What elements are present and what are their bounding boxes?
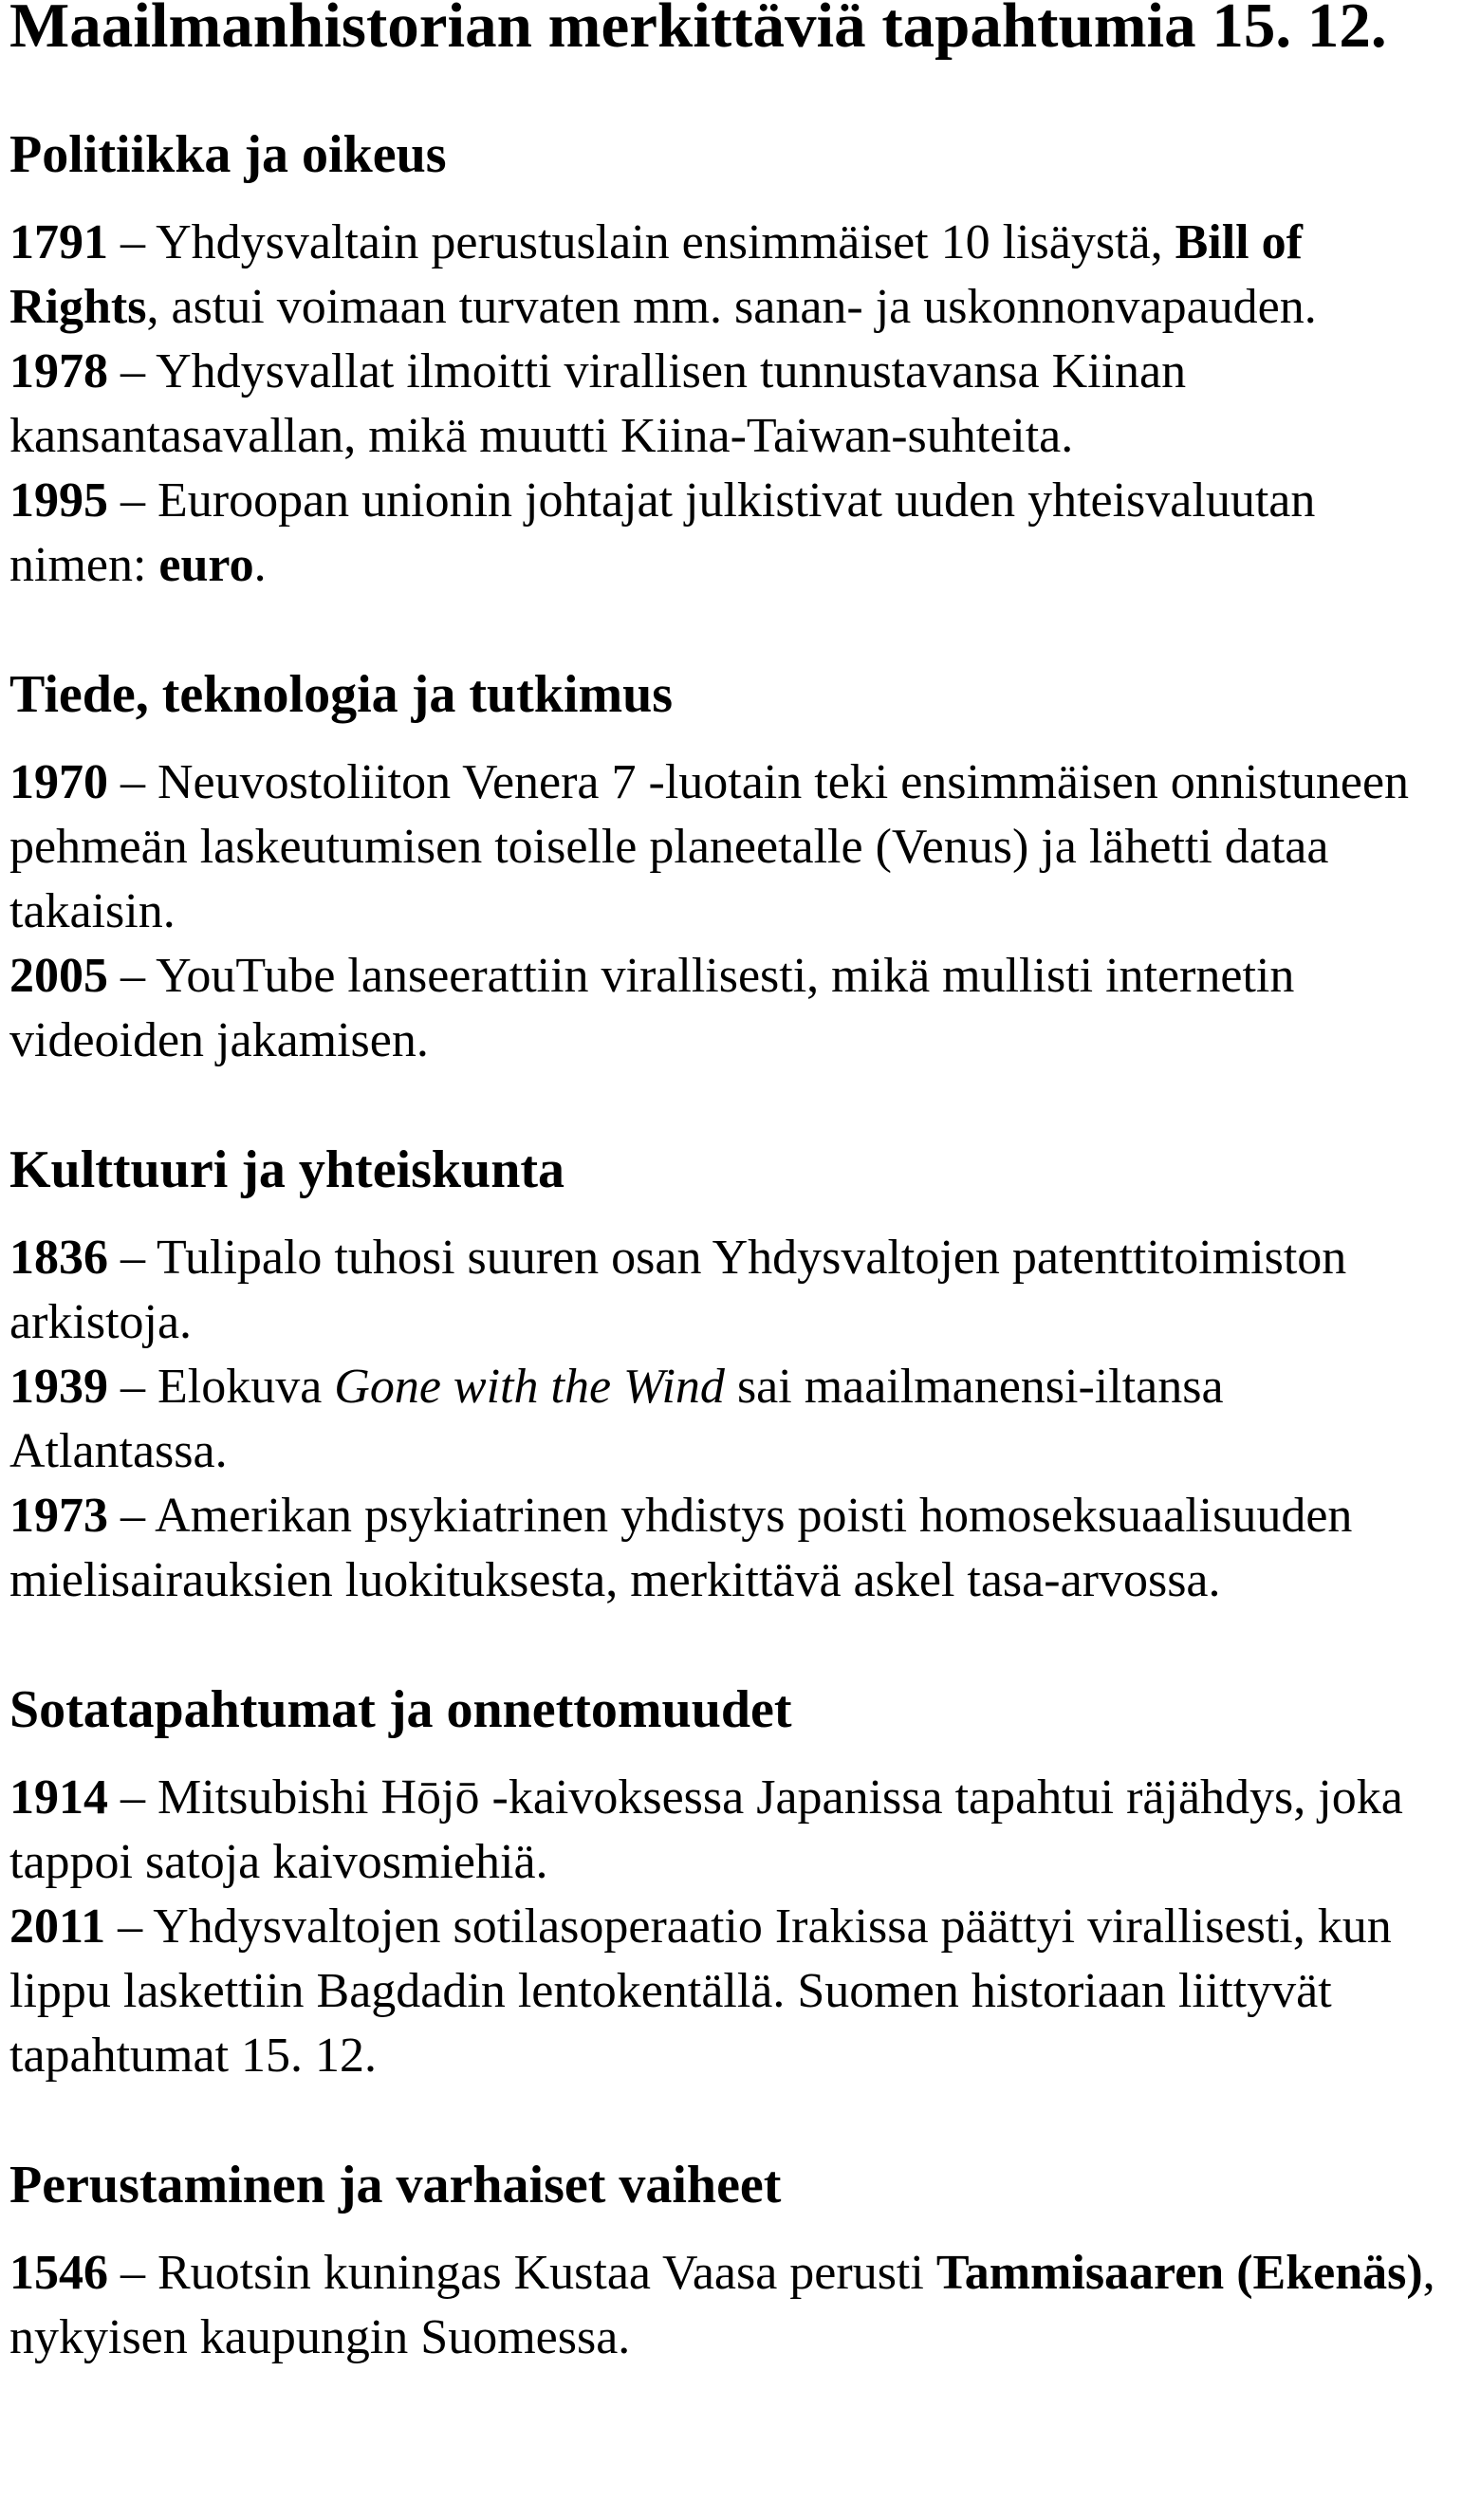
event-paragraph (9, 2241, 1451, 2370)
event-paragraph (9, 469, 1451, 598)
event-bold-text: 1914 (9, 1770, 108, 1825)
event-text: – Mitsubishi Hōjō -kaivoksessa Japanissa tapahtui räjähdys, joka tappoi satoja kaivosmiehiä. (9, 1770, 1403, 1889)
event-text: – Yhdysvallat ilmoitti virallisen tunnustavansa Kiinan kansantasavallan, mikä muutti Kiina-Taiwan-suhteita. (9, 344, 1187, 463)
event-paragraph (9, 1484, 1451, 1613)
event-bold-text: 1995 (9, 473, 108, 528)
event-text: . (253, 538, 267, 592)
section-heading: Kulttuuri ja yhteiskunta (9, 1140, 564, 1199)
section-heading: Tiede, teknologia ja tutkimus (9, 665, 674, 724)
section-heading: Politiikka ja oikeus (9, 125, 447, 184)
event-text: , astui voimaan turvaten mm. sanan- ja uskonnonvapauden. (146, 280, 1317, 334)
event-bold-text: 1939 (9, 1360, 108, 1414)
event-text: – Euroopan unionin johtajat julkistivat uuden yhteisvaluutan nimen: (9, 473, 1316, 592)
event-paragraph (9, 1895, 1451, 2088)
event-italic-text: Gone with the Wind (334, 1360, 725, 1414)
event-text: – Elokuva (108, 1360, 335, 1414)
page-title: Maailmanhistorian merkittäviä tapahtumia 15. 12. (9, 0, 1387, 61)
event-text: – Amerikan psykiatrinen yhdistys poisti homoseksuaalisuuden mielisairauksien luokituksesta, merkittävä askel tasa-arvossa. (9, 1489, 1353, 1607)
event-paragraph (9, 1226, 1451, 1355)
event-text: – Ruotsin kuningas Kustaa Vaasa perusti (108, 2246, 936, 2300)
event-bold-text: Bill of Rights (9, 215, 1303, 334)
event-text: – Yhdysvaltain perustuslain ensimmäiset 10 lisäystä, (108, 215, 1175, 269)
event-paragraph (9, 211, 1451, 340)
event-bold-text: 2011 (9, 1899, 106, 1954)
event-text: , nykyisen kaupungin Suomessa. (9, 2246, 1435, 2364)
event-bold-text: Tammisaaren (Ekenäs) (935, 2246, 1423, 2300)
event-paragraph (9, 340, 1451, 469)
event-paragraph (9, 750, 1451, 944)
event-bold-text: 1836 (9, 1231, 108, 1285)
event-bold-text: 1546 (9, 2246, 108, 2300)
event-bold-text: 1978 (9, 344, 108, 398)
event-text: – Neuvostoliiton Venera 7 -luotain teki ensimmäisen onnistuneen pehmeän laskeutumisen toiselle planeetalle (Venus) ja lähetti dataa takaisin. (9, 755, 1410, 938)
event-text: – YouTube lanseerattiin virallisesti, mikä mullisti internetin videoiden jakamisen. (9, 949, 1295, 1067)
event-bold-text: euro (158, 538, 254, 592)
event-bold-text: 1973 (9, 1489, 108, 1543)
event-paragraph (9, 1766, 1451, 1895)
document-sections (9, 124, 1451, 2370)
event-bold-text: 1970 (9, 755, 108, 809)
event-text: – Yhdysvaltojen sotilasoperaatio Irakissa päättyi virallisesti, kun lippu laskettiin Bagdadin lentokentällä. Suomen historiaan liittyvät tapahtumat 15. 12. (9, 1899, 1392, 2083)
section-heading: Sotatapahtumat ja onnettomuudet (9, 1680, 792, 1739)
event-bold-text: 2005 (9, 949, 108, 1003)
event-paragraph (9, 1355, 1451, 1484)
section-heading: Perustaminen ja varhaiset vaiheet (9, 2156, 782, 2214)
event-text: – Tulipalo tuhosi suuren osan Yhdysvaltojen patenttitoimiston arkistoja. (9, 1231, 1347, 1349)
event-bold-text: 1791 (9, 215, 108, 269)
event-text: sai maailmanensi-iltansa Atlantassa. (9, 1360, 1224, 1478)
event-paragraph (9, 944, 1451, 1073)
